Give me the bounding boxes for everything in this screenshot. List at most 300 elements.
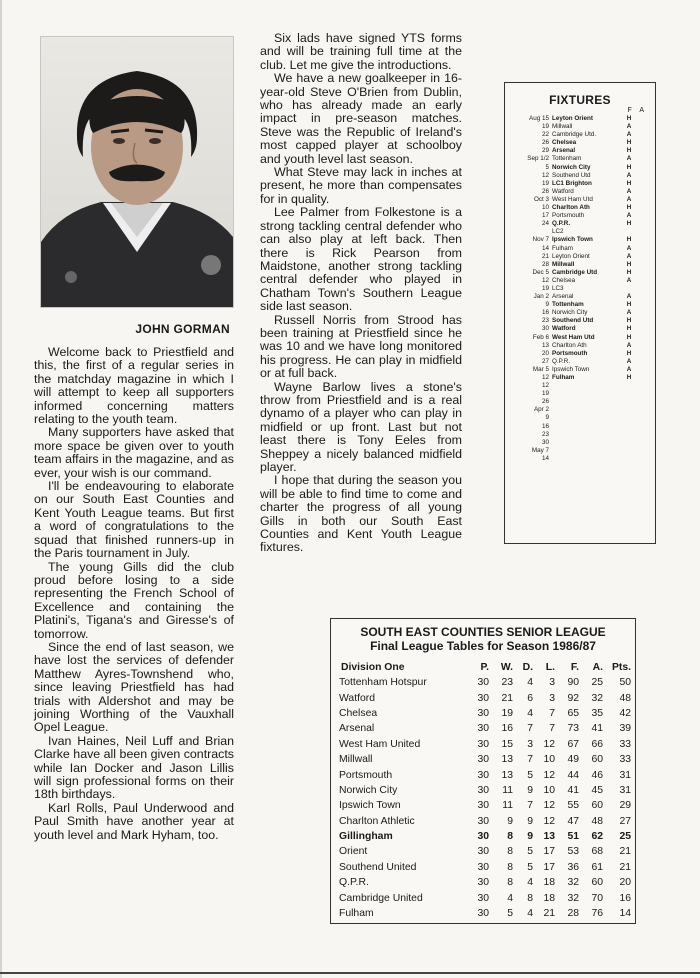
- fixture-row: [505, 293, 655, 301]
- fixture-venue: A: [626, 195, 632, 203]
- fixture-venue: A: [626, 276, 632, 284]
- fixture-date: Dec 5: [532, 268, 549, 276]
- fixture-row: [505, 236, 655, 244]
- team-name-cell: Charlton Athletic: [339, 815, 415, 827]
- table-row: [339, 721, 631, 736]
- fixture-venue: A: [626, 212, 632, 220]
- fixture-date: 12: [541, 276, 549, 284]
- fixture-venue: H: [626, 139, 632, 147]
- stat-cell: 15: [501, 738, 513, 750]
- stat-cell: 4: [527, 908, 533, 920]
- stat-cell: 29: [619, 800, 631, 812]
- stat-cell: 5: [527, 861, 533, 873]
- fixture-venue: H: [626, 333, 632, 341]
- fixture-venue: A: [626, 171, 632, 179]
- fixture-date: 12: [541, 382, 549, 390]
- fixture-row: [505, 123, 655, 131]
- page-bottom-rule: [0, 972, 700, 974]
- stat-cell: 18: [543, 892, 555, 904]
- fixture-row: [505, 301, 655, 309]
- stat-cell: 4: [527, 707, 533, 719]
- fixture-venue: [624, 455, 634, 463]
- fixture-date: Jan 2: [533, 293, 549, 301]
- fixture-opponent: [552, 455, 624, 463]
- fixture-date: Mar 5: [532, 365, 549, 373]
- fixture-date: Sep 1/2: [527, 155, 549, 163]
- fixture-opponent: West Ham Utd: [552, 195, 593, 203]
- fixture-venue: [624, 390, 634, 398]
- stat-cell: 12: [543, 800, 555, 812]
- fixture-opponent: Fulham: [552, 244, 573, 252]
- stat-cell: 39: [619, 723, 631, 735]
- stat-cell: 3: [549, 692, 555, 704]
- team-name-cell: West Ham United: [339, 738, 421, 750]
- team-name-cell: Chelsea: [339, 707, 378, 719]
- fixture-row: [505, 414, 655, 422]
- fixture-date: 24: [541, 220, 549, 228]
- fixture-date: 16: [541, 309, 549, 317]
- fixture-row: [505, 358, 655, 366]
- stat-cell: 18: [543, 877, 555, 889]
- fixtures-box: [504, 82, 656, 544]
- stat-cell: 45: [591, 784, 603, 796]
- stat-cell: 5: [527, 846, 533, 858]
- table-row: [339, 844, 631, 859]
- fixture-row: [505, 334, 655, 342]
- fixture-venue: A: [626, 341, 632, 349]
- fixture-row: [505, 374, 655, 382]
- fixture-date: 19: [541, 284, 549, 292]
- table-row: [339, 675, 631, 690]
- team-name-cell: Millwall: [339, 754, 373, 766]
- fixture-date: 30: [541, 438, 549, 446]
- team-name-cell: Q.P.R.: [339, 877, 369, 889]
- fixture-opponent: Arsenal: [552, 147, 576, 155]
- column1-text: [34, 346, 234, 842]
- column-header: L.: [545, 661, 555, 673]
- fixture-opponent: Fulham: [552, 374, 575, 381]
- fixture-opponent: Charlton Ath: [552, 341, 587, 349]
- fixture-date: Aug 15: [529, 115, 549, 122]
- fixture-date: 19: [541, 390, 549, 398]
- fixture-row: [505, 342, 655, 350]
- stat-cell: 41: [591, 723, 603, 735]
- team-name-cell: Southend United: [339, 861, 417, 873]
- fixture-venue: [624, 382, 634, 390]
- fixture-opponent: [552, 447, 624, 455]
- fixture-venue: [624, 439, 634, 447]
- stat-cell: 30: [477, 707, 489, 719]
- fixture-date: 26: [541, 139, 549, 147]
- stat-cell: 30: [477, 784, 489, 796]
- fixture-date: 30: [541, 325, 549, 333]
- stat-cell: 9: [507, 815, 513, 827]
- table-row: [339, 829, 631, 844]
- fixture-venue: A: [626, 244, 632, 252]
- fixture-venue: A: [626, 365, 632, 373]
- fixture-row: [505, 188, 655, 196]
- fixture-date: 26: [541, 398, 549, 406]
- stat-cell: 67: [567, 738, 579, 750]
- fixture-date: 20: [541, 349, 549, 357]
- fixture-venue: [624, 228, 634, 236]
- stat-cell: 6: [527, 692, 533, 704]
- fixture-opponent: Watford: [552, 325, 576, 333]
- fixture-venue: A: [626, 252, 632, 260]
- stat-cell: 30: [477, 769, 489, 781]
- fixture-opponent: LC1 Brighton: [552, 179, 592, 187]
- fixture-venue: H: [626, 325, 632, 333]
- fixture-date: 12: [541, 171, 549, 179]
- fixture-venue: H: [626, 260, 632, 268]
- stat-cell: 46: [591, 769, 603, 781]
- stat-cell: 33: [619, 738, 631, 750]
- fixture-row: [505, 164, 655, 172]
- fixture-date: May 7: [531, 446, 549, 454]
- fixture-venue: H: [626, 163, 632, 171]
- stat-cell: 19: [501, 707, 513, 719]
- stat-cell: 7: [549, 707, 555, 719]
- stat-cell: 32: [567, 892, 579, 904]
- fixture-date: Oct 3: [533, 195, 549, 203]
- fixture-date: 27: [541, 357, 549, 365]
- fixture-date: 16: [541, 422, 549, 430]
- league-table-title: SOUTH EAST COUNTIES SENIOR LEAGUE: [360, 625, 606, 639]
- stat-cell: 17: [543, 846, 555, 858]
- stat-cell: 8: [507, 846, 513, 858]
- fixture-opponent: Cambridge Utd.: [552, 131, 597, 139]
- stat-cell: 11: [502, 784, 513, 796]
- stat-cell: 17: [543, 861, 555, 873]
- fixture-date: 26: [541, 187, 549, 195]
- fixture-venue: [624, 414, 634, 422]
- fixture-venue: H: [626, 220, 632, 228]
- fixture-opponent: Portsmouth: [552, 349, 588, 357]
- fixture-venue: A: [626, 123, 632, 131]
- paragraph: Russell Norris from Strood has been training at Priestfield since he was 10 and we have long monitored his progress. He can play in midfield or at full back.: [260, 312, 462, 381]
- stat-cell: 48: [591, 815, 603, 827]
- team-name-cell: Gillingham: [339, 831, 393, 843]
- portrait-photo: [40, 36, 234, 308]
- column2-text: [260, 32, 462, 555]
- stat-cell: 4: [527, 877, 533, 889]
- stat-cell: 9: [527, 815, 533, 827]
- fixture-date: 12: [541, 374, 549, 381]
- fixture-row: [505, 204, 655, 212]
- fixture-row: [505, 277, 655, 285]
- fixture-venue: [624, 423, 634, 431]
- fixture-opponent: West Ham Utd: [552, 333, 595, 341]
- paragraph: The young Gills did the club proud before losing to a side representing the French School of Excellence and containing the Platini's, Tigana's and Giresse's of tomorrow.: [34, 559, 234, 641]
- stat-cell: 48: [619, 692, 631, 704]
- fixture-row: [505, 431, 655, 439]
- fixture-date: Nov 7: [532, 236, 549, 244]
- fixture-opponent: Norwich City: [552, 163, 591, 171]
- fixture-row: [505, 390, 655, 398]
- stat-cell: 31: [619, 769, 631, 781]
- league-table-box: [330, 618, 636, 924]
- stat-cell: 28: [567, 908, 579, 920]
- table-row: [339, 906, 631, 921]
- stat-cell: 30: [477, 877, 489, 889]
- fixture-opponent: Chelsea: [552, 139, 577, 147]
- stat-cell: 3: [527, 738, 533, 750]
- stat-cell: 13: [501, 754, 513, 766]
- stat-cell: 4: [507, 892, 513, 904]
- fixture-row: [505, 212, 655, 220]
- stat-cell: 3: [549, 677, 555, 689]
- fixture-date: 19: [541, 123, 549, 131]
- fixture-row: [505, 447, 655, 455]
- stat-cell: 7: [527, 754, 533, 766]
- stat-cell: 36: [567, 861, 579, 873]
- stat-cell: 30: [477, 723, 489, 735]
- fixture-date: [505, 228, 552, 236]
- stat-cell: 9: [527, 784, 533, 796]
- table-row: [339, 690, 631, 705]
- fixture-row: [505, 269, 655, 277]
- fixture-opponent: Watford: [552, 187, 574, 195]
- stat-cell: 16: [619, 892, 631, 904]
- stat-cell: 21: [619, 861, 631, 873]
- fixture-opponent: [552, 382, 624, 390]
- fixture-row: [505, 317, 655, 325]
- stat-cell: 5: [527, 769, 533, 781]
- paragraph: I'll be endeavouring to elaborate on our South East Counties and Kent Youth League teams. But first a word of congratulations to the squad that finished runners-up in the Paris tournament in July.: [34, 479, 234, 561]
- team-name-cell: Fulham: [339, 908, 374, 920]
- stat-cell: 30: [477, 831, 489, 843]
- fixture-row: [505, 406, 655, 414]
- stat-cell: 60: [591, 877, 603, 889]
- stat-cell: 21: [543, 908, 555, 920]
- fixture-row: [505, 196, 655, 204]
- fixture-opponent: [552, 390, 624, 398]
- fixture-opponent: Southend Utd: [552, 171, 591, 179]
- stat-cell: 8: [507, 831, 513, 843]
- fixture-row: [505, 155, 655, 163]
- fixture-row: [505, 309, 655, 317]
- stat-cell: 30: [477, 815, 489, 827]
- fixture-date: 19: [541, 179, 549, 187]
- fixture-row: [505, 228, 655, 236]
- fixture-date: 23: [541, 317, 549, 325]
- stat-cell: 25: [619, 831, 631, 843]
- fixture-venue: A: [626, 155, 632, 163]
- fixture-row: [505, 350, 655, 358]
- column-header: Pts.: [611, 661, 631, 673]
- column-header: Division One: [341, 661, 405, 673]
- fixture-opponent: Ipswich Town: [552, 365, 590, 373]
- stat-cell: 10: [543, 754, 555, 766]
- fixture-date: Feb 6: [532, 333, 549, 341]
- stat-cell: 73: [567, 723, 579, 735]
- table-row: [339, 706, 631, 721]
- fixture-row: [505, 366, 655, 374]
- stat-cell: 90: [567, 677, 579, 689]
- team-name-cell: Tottenham Hotspur: [339, 677, 427, 689]
- stat-cell: 61: [591, 861, 603, 873]
- stat-cell: 30: [477, 846, 489, 858]
- fixture-venue: A: [626, 309, 632, 317]
- stat-cell: 16: [501, 723, 513, 735]
- paragraph: What Steve may lack in inches at present, he more than compensates for in quality.: [260, 165, 462, 206]
- fixture-venue: H: [626, 147, 632, 155]
- fixture-opponent: Millwall: [552, 260, 575, 268]
- fixture-opponent: Southend Utd: [552, 317, 594, 325]
- stat-cell: 55: [567, 800, 579, 812]
- fixture-venue: A: [626, 293, 632, 301]
- table-header-row: [339, 659, 631, 675]
- fixture-venue: [624, 406, 634, 414]
- stat-cell: 32: [591, 692, 603, 704]
- fixture-opponent: Leyton Orient: [552, 115, 593, 122]
- fixture-date: 22: [541, 131, 549, 139]
- fixture-venue: H: [626, 374, 632, 381]
- stat-cell: 12: [543, 769, 555, 781]
- fixtures-title: FIXTURES: [549, 93, 611, 107]
- fixture-venue: A: [626, 187, 632, 195]
- stat-cell: 30: [477, 738, 489, 750]
- fixture-opponent: Leyton Orient: [552, 252, 590, 260]
- fixture-opponent: Q.P.R.: [552, 357, 571, 365]
- stat-cell: 30: [477, 908, 489, 920]
- fixtures-fa-header: F A: [627, 107, 647, 114]
- fixture-row: [505, 325, 655, 333]
- paragraph: Since the end of last season, we have lost the services of defender Matthew Ayres-Townshend who, since leaving Priestfield has had trials with Aldershot and may be joining Worthing of the Vauxhall Opel League.: [34, 639, 234, 735]
- stat-cell: 50: [619, 677, 631, 689]
- stat-cell: 65: [567, 707, 579, 719]
- stat-cell: 41: [567, 784, 579, 796]
- stat-cell: 47: [567, 815, 579, 827]
- fixture-date: 5: [545, 163, 549, 171]
- team-name-cell: Ipswich Town: [339, 800, 401, 812]
- fixture-row: [505, 261, 655, 269]
- column-header: P.: [480, 661, 489, 673]
- stat-cell: 33: [619, 754, 631, 766]
- fixture-opponent: Ipswich Town: [552, 236, 593, 244]
- table-row: [339, 798, 631, 813]
- column-header: W.: [500, 661, 513, 673]
- fixture-venue: H: [626, 115, 632, 122]
- table-row: [339, 860, 631, 875]
- page-edge: [0, 0, 2, 978]
- left-column: [34, 36, 234, 842]
- stat-cell: 12: [543, 815, 555, 827]
- table-row: [339, 814, 631, 829]
- fixture-row: [505, 253, 655, 261]
- table-row: [339, 737, 631, 752]
- fixture-date: 9: [545, 414, 549, 422]
- fixture-date: 28: [541, 260, 549, 268]
- paragraph: Karl Rolls, Paul Underwood and Paul Smith have another year at youth level and Mark Hyham, too.: [34, 800, 234, 842]
- column-header: F.: [570, 661, 579, 673]
- stat-cell: 11: [502, 800, 513, 812]
- table-row: [339, 890, 631, 905]
- stat-cell: 27: [619, 815, 631, 827]
- fixture-opponent: Arsenal: [552, 293, 574, 301]
- fixture-venue: [624, 431, 634, 439]
- fixture-row: [505, 245, 655, 253]
- fixture-row: [505, 131, 655, 139]
- fixture-opponent: Norwich City: [552, 309, 588, 317]
- paragraph: Wayne Barlow lives a stone's throw from Priestfield and is a real dynamo of a player who can play in midfield or up front. Last but not least there is Tony Eeles from Sheppey a nicely balanced midfield player.: [260, 379, 462, 474]
- stat-cell: 13: [543, 831, 555, 843]
- stat-cell: 8: [527, 892, 533, 904]
- stat-cell: 4: [527, 677, 533, 689]
- fixture-opponent: LC2: [552, 228, 564, 236]
- stat-cell: 5: [507, 908, 513, 920]
- fixture-row: [505, 285, 655, 293]
- fixture-row: [505, 439, 655, 447]
- fixture-venue: H: [626, 236, 632, 244]
- team-name-cell: Portsmouth: [339, 769, 393, 781]
- fixture-date: 21: [541, 252, 549, 260]
- team-name-cell: Norwich City: [339, 784, 398, 796]
- fixture-opponent: Tottenham: [552, 155, 582, 163]
- fixture-opponent: [552, 406, 624, 414]
- fixture-row: [505, 180, 655, 188]
- fixture-opponent: [552, 414, 624, 422]
- stat-cell: 25: [591, 677, 603, 689]
- fixture-venue: H: [626, 179, 632, 187]
- fixture-venue: H: [626, 204, 632, 212]
- stat-cell: 31: [619, 784, 631, 796]
- team-name-cell: Orient: [339, 846, 368, 858]
- paragraph: I hope that during the season you will be able to find time to come and charter the progress of all young Gills in both our South East Counties and Kent Youth League fixtures.: [260, 473, 462, 555]
- stat-cell: 7: [527, 723, 533, 735]
- fixture-opponent: LC3: [552, 284, 564, 292]
- fixture-venue: [624, 398, 634, 406]
- stat-cell: 60: [591, 800, 603, 812]
- fixture-date: 13: [541, 341, 549, 349]
- fixture-venue: A: [626, 131, 632, 139]
- stat-cell: 21: [619, 846, 631, 858]
- team-name-cell: Arsenal: [339, 723, 375, 735]
- stat-cell: 30: [477, 677, 489, 689]
- stat-cell: 7: [549, 723, 555, 735]
- fixture-row: [505, 147, 655, 155]
- stat-cell: 30: [477, 754, 489, 766]
- stat-cell: 12: [543, 738, 555, 750]
- stat-cell: 13: [501, 769, 513, 781]
- fixture-row: [505, 382, 655, 390]
- league-table: [339, 659, 631, 921]
- team-name-cell: Watford: [339, 692, 375, 704]
- stat-cell: 9: [527, 831, 533, 843]
- fixture-opponent: Millwall: [552, 123, 573, 131]
- stat-cell: 35: [591, 707, 603, 719]
- fixture-date: 29: [541, 147, 549, 155]
- stat-cell: 70: [591, 892, 603, 904]
- table-row: [339, 783, 631, 798]
- fixture-date: 10: [541, 204, 549, 212]
- fixture-row: [505, 139, 655, 147]
- paragraph: Six lads have signed YTS forms and will be training full time at the club. Let me give the introductions.: [260, 31, 462, 72]
- stat-cell: 42: [619, 707, 631, 719]
- stat-cell: 14: [619, 908, 631, 920]
- stat-cell: 49: [567, 754, 579, 766]
- author-name: JOHN GORMAN: [135, 322, 230, 336]
- stat-cell: 7: [527, 800, 533, 812]
- stat-cell: 10: [543, 784, 555, 796]
- fixture-venue: H: [626, 349, 632, 357]
- fixture-opponent: Q.P.R.: [552, 220, 571, 228]
- fixture-opponent: [552, 398, 624, 406]
- fixture-row: [505, 115, 655, 123]
- stat-cell: 51: [567, 831, 579, 843]
- stat-cell: 30: [477, 692, 489, 704]
- paragraph: We have a new goalkeeper in 16-year-old Steve O'Brien from Dublin, who has already made an early impact in pre-season matches. Steve was the Republic of Ireland's most capped player at schoolboy and youth level last season.: [260, 71, 462, 166]
